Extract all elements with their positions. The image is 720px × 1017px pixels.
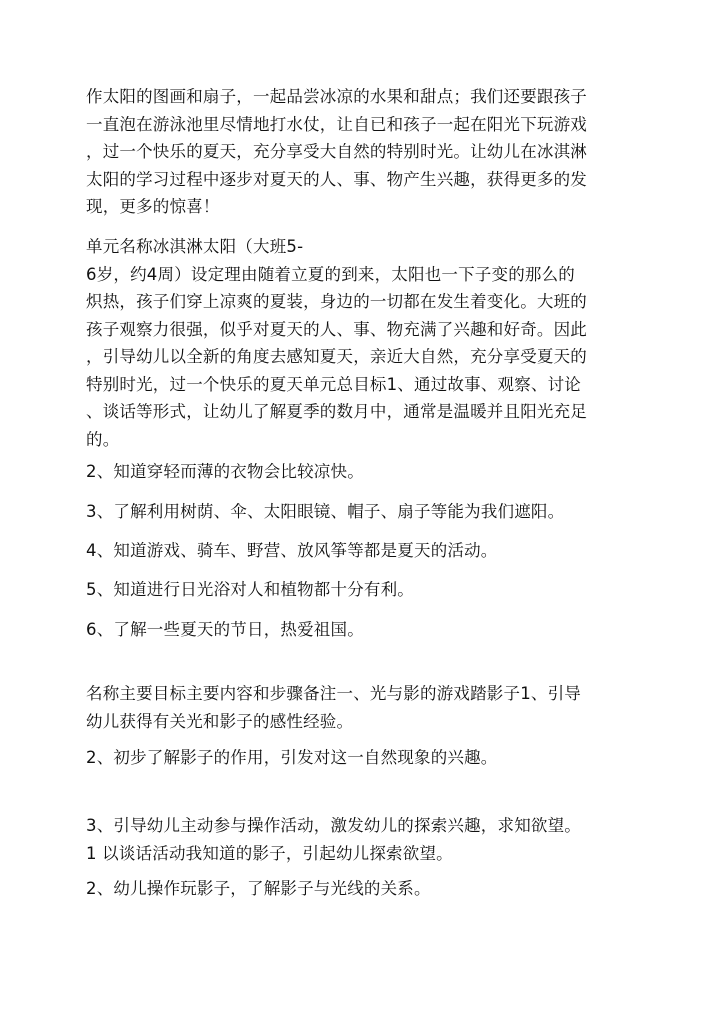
goal-item-6 [86,616,646,644]
text-line: 2、幼儿操作玩影子，了解影子与光线的关系。 [86,879,431,898]
text-line: 孩子观察力很强，似乎对夏天的人、事、物充满了兴趣和好奇。因此 [86,319,587,339]
text-line: 名称主要目标主要内容和步骤备注一、光与影的游戏踏影子1、引导 [86,684,581,703]
text-line: 单元名称冰淇淋太阳（大班5- [86,237,304,256]
text-line: 的。 [86,429,120,449]
paragraph-unit-overview [86,233,646,453]
text-line: 5、知道进行日光浴对人和植物都十分有利。 [86,580,414,599]
text-line: 2、知道穿轻而薄的衣物会比较凉快。 [86,462,364,481]
text-line: 一直泡在游泳池里尽情地打水仗，让自已和孩子一起在阳光下玩游戏 [86,114,587,134]
text-line: 6岁，约4周）设定理由随着立夏的到来，太阳也一下子变的那么的 [86,264,575,284]
text-line: 炽热，孩子们穿上凉爽的夏装，身边的一切都在发生着变化。大班的 [86,292,587,311]
text-line: 幼儿获得有关光和影子的感性经验。 [86,711,354,731]
text-line: 特别时光，过一个快乐的夏天单元总目标1、通过故事、观察、讨论 [86,374,581,394]
text-line: 现，更多的惊喜！ [86,197,220,216]
text-line: ，过一个快乐的夏天，充分享受大自然的特别时光。让幼儿在冰淇淋 [86,142,587,161]
text-line: 2、初步了解影子的作用，引发对这一自然现象的兴趣。 [86,748,498,767]
paragraph-light-shadow [86,680,646,735]
paragraph-summer-activities [86,83,646,221]
text-line: 3、引导幼儿主动参与操作活动，激发幼儿的探索兴趣，求知欲望。 [86,816,581,835]
text-line: 3、了解利用树荫、伞、太阳眼镜、帽子、扇子等能为我们遮阳。 [86,502,565,521]
text-line: 1 以谈话活动我知道的影子，引起幼儿探索欲望。 [86,843,453,863]
shadow-goal-2 [86,744,646,772]
text-line: 、谈话等形式，让幼儿了解夏季的数月中，通常是温暖并且阳光充足 [86,402,587,421]
text-line: 太阳的学习过程中逐步对夏天的人、事、物产生兴趣，获得更多的发 [86,169,587,189]
goal-item-2 [86,458,646,486]
text-line: ，引导幼儿以全新的角度去感知夏天，亲近大自然，充分享受夏天的 [86,347,587,366]
goal-item-5 [86,576,646,604]
shadow-step-2 [86,875,646,903]
goal-item-3 [86,498,646,526]
text-line: 作太阳的图画和扇子，一起品尝冰凉的水果和甜点；我们还要跟孩子 [86,87,587,106]
goal-item-4 [86,537,646,565]
text-line: 4、知道游戏、骑车、野营、放风筝等都是夏天的活动。 [86,541,498,560]
shadow-goal-3 [86,812,646,867]
text-line: 6、了解一些夏天的节日，热爱祖国。 [86,620,364,639]
